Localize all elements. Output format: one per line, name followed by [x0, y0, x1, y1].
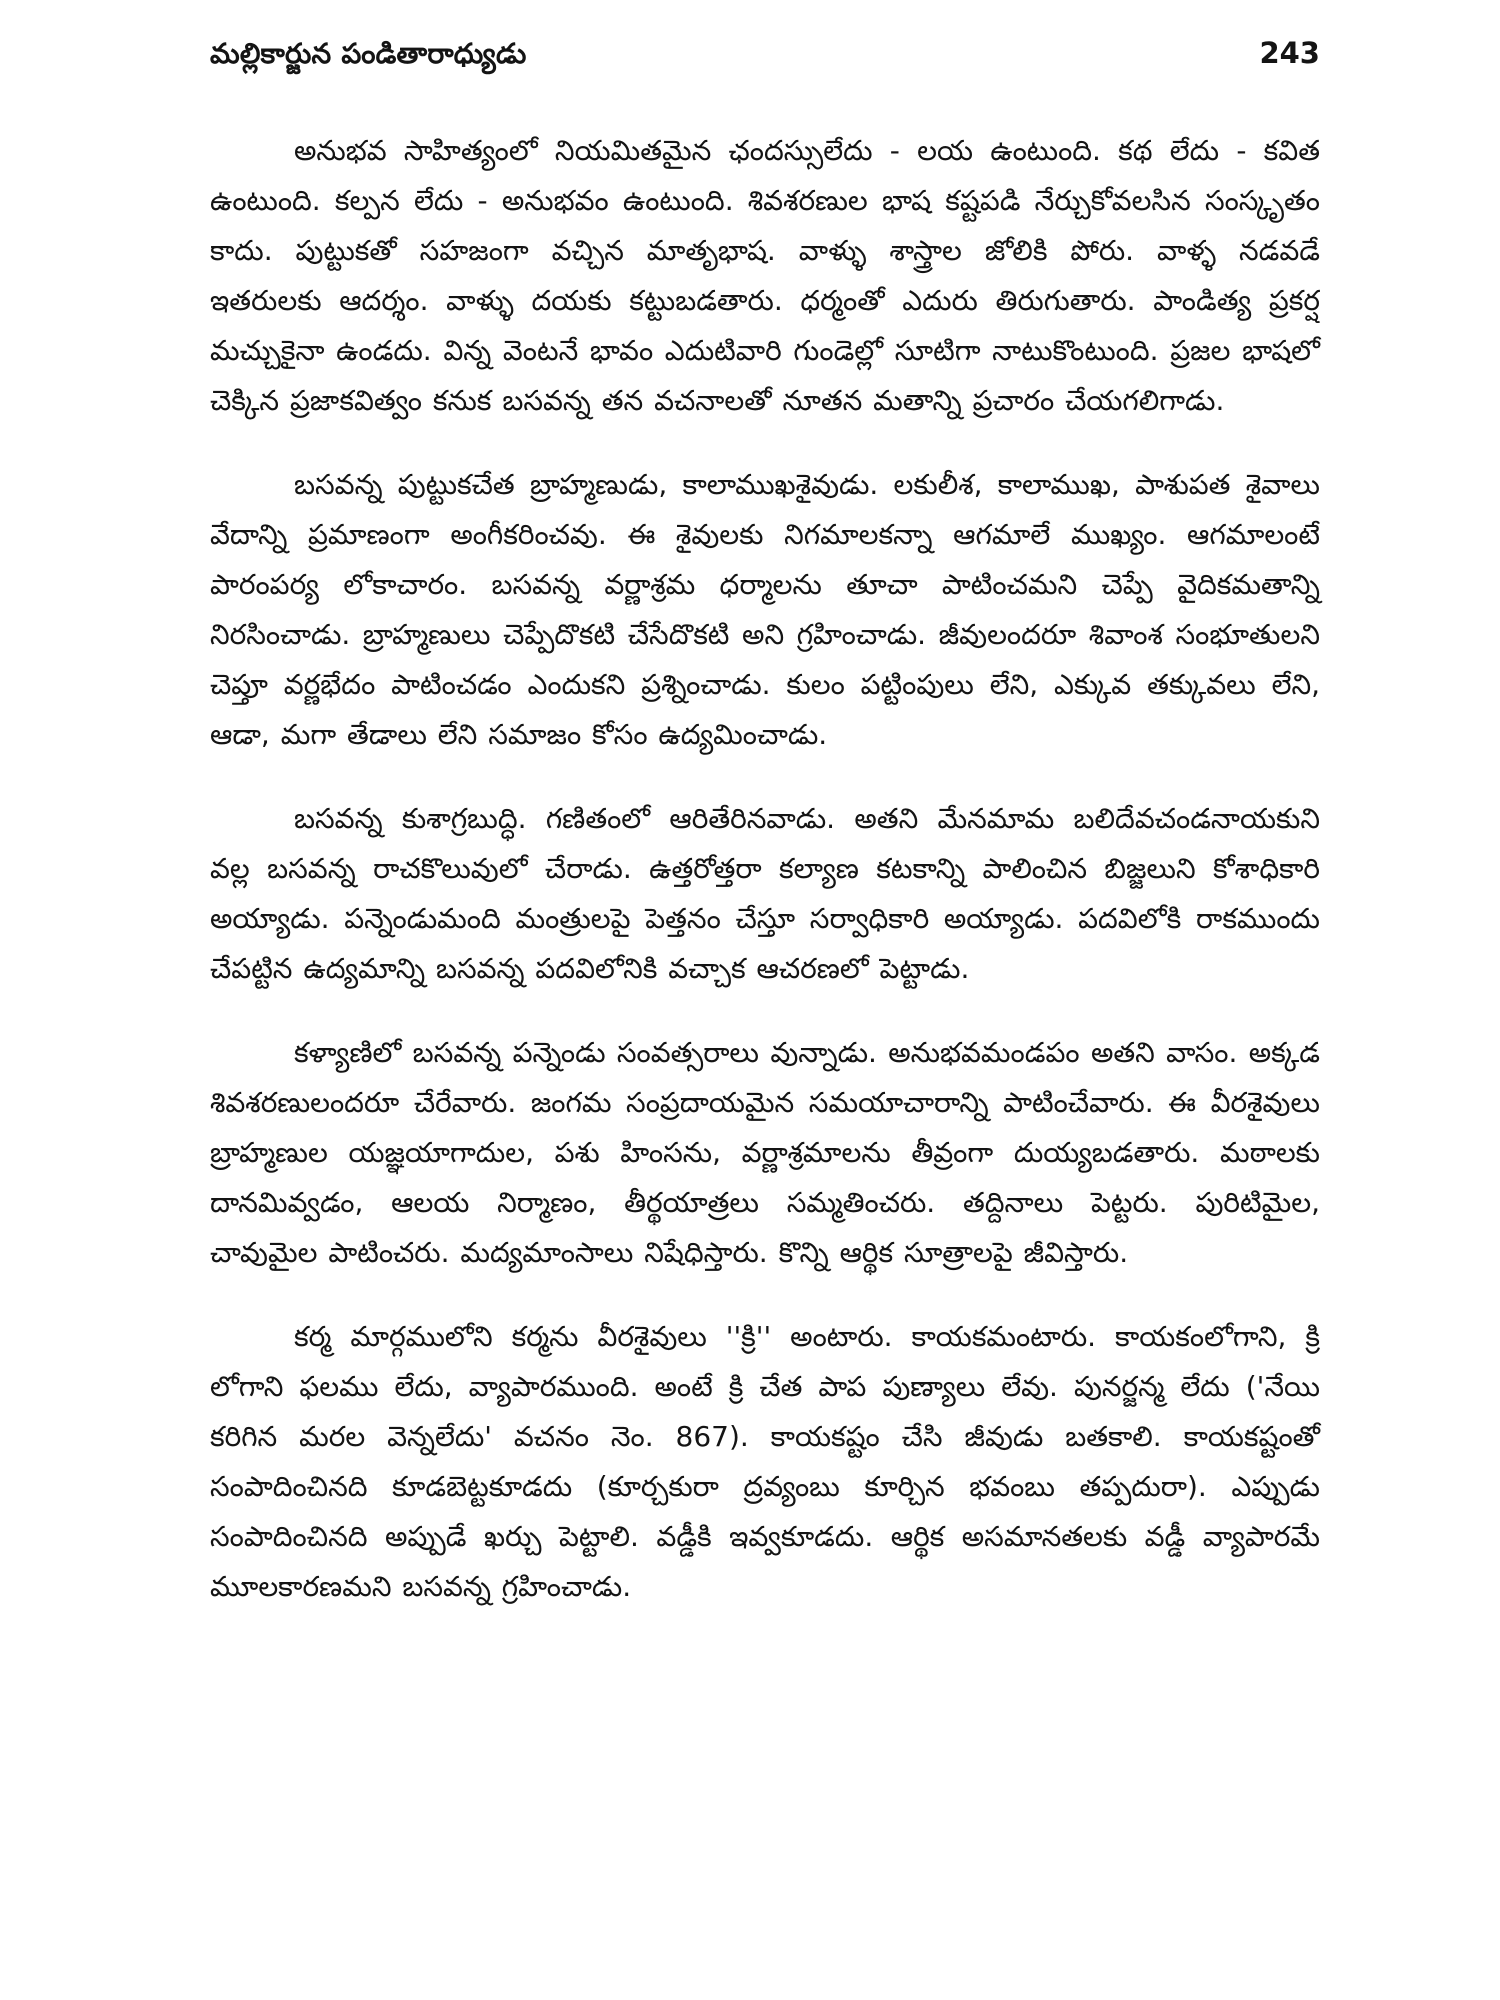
paragraph-5: కర్మ మార్గములోని కర్మను వీరశైవులు ''క్రి'' అంటారు. కాయకమంటారు. కాయకంలోగాని, క్రి లోగాని ఫలము లేదు, వ్యాపారముంది. అంటే క్రి చేత పాప పుణ్యాలు లేవు. పునర్జన్మ లేదు ('నేయి కరిగిన మరల వెన్నలేదు' వచనం నెం. 867). కాయకష్టం చేసి జీవుడు బతకాలి. కాయకష్టంతో సంపాదించినది కూడబెట్టకూడదు (కూర్చకురా ద్రవ్యంబు కూర్చిన భవంబు తప్పదురా). ఎప్పుడు సంపాదించినది అప్పుడే ఖర్చు పెట్టాలి. వడ్డీకి ఇవ్వకూడదు. ఆర్థిక అసమానతలకు వడ్డీ వ్యాపారమే మూలకారణమని బసవన్న గ్రహించాడు. — [210, 1320, 1320, 1603]
paragraph-4: కళ్యాణిలో బసవన్న పన్నెండు సంవత్సరాలు వున్నాడు. అనుభవమండపం అతని వాసం. అక్కడ శివశరణులందరూ చేరేవారు. జంగమ సంప్రదాయమైన సమయాచారాన్ని పాటించేవారు. ఈ వీరశైవులు బ్రాహ్మణుల యజ్ఞయాగాదుల, పశు హింసను, వర్ణాశ్రమాలను తీవ్రంగా దుయ్యబడతారు. మఠాలకు దానమివ్వడం, ఆలయ నిర్మాణం, తీర్థయాత్రలు సమ్మతించరు. తద్దినాలు పెట్టరు. పురిటిమైల, చావుమైల పాటించరు. మద్యమాంసాలు నిషేధిస్తారు. కొన్ని ఆర్థిక సూత్రాలపై జీవిస్తారు. — [210, 1036, 1320, 1269]
page-number: 243 — [1259, 36, 1320, 70]
running-header — [210, 36, 1320, 84]
paragraph-3: బసవన్న కుశాగ్రబుద్ధి. గణితంలో ఆరితేరినవాడు. అతని మేనమామ బలిదేవచండనాయకుని వల్ల బసవన్న రాచకొలువులో చేరాడు. ఉత్తరోత్తరా కల్యాణ కటకాన్ని పాలించిన బిజ్జలుని కోశాధికారి అయ్యాడు. పన్నెండుమంది మంత్రులపై పెత్తనం చేస్తూ సర్వాధికారి అయ్యాడు. పదవిలోకి రాకముందు చేపట్టిన ఉద్యమాన్ని బసవన్న పదవిలోనికి వచ్చాక ఆచరణలో పెట్టాడు. — [210, 802, 1320, 985]
paragraph-1: అనుభవ సాహిత్యంలో నియమితమైన ఛందస్సులేదు - లయ ఉంటుంది. కథ లేదు - కవిత ఉంటుంది. కల్పన లేదు - అనుభవం ఉంటుంది. శివశరణుల భాష కష్టపడి నేర్చుకోవలసిన సంస్కృతం కాదు. పుట్టుకతో సహజంగా వచ్చిన మాతృభాష. వాళ్ళు శాస్త్రాల జోలికి పోరు. వాళ్ళ నడవడే ఇతరులకు ఆదర్శం. వాళ్ళు దయకు కట్టుబడతారు. ధర్మంతో ఎదురు తిరుగుతారు. పాండిత్య ప్రకర్ష మచ్చుకైనా ఉండదు. విన్న వెంటనే భావం ఎదుటివారి గుండెల్లో సూటిగా నాటుకొంటుంది. ప్రజల భాషలో చెక్కిన ప్రజాకవిత్వం కనుక బసవన్న తన వచనాలతో నూతన మతాన్ని ప్రచారం చేయగలిగాడు. — [210, 134, 1320, 417]
paragraph-2: బసవన్న పుట్టుకచేత బ్రాహ్మణుడు, కాలాముఖశైవుడు. లకులీశ, కాలాముఖ, పాశుపత శైవాలు వేదాన్ని ప్రమాణంగా అంగీకరించవు. ఈ శైవులకు నిగమాలకన్నా ఆగమాలే ముఖ్యం. ఆగమాలంటే పారంపర్య లోకాచారం. బసవన్న వర్ణాశ్రమ ధర్మాలను తూచా పాటించమని చెప్పే వైదికమతాన్ని నిరసించాడు. బ్రాహ్మణులు చెప్పేదొకటి చేసేదొకటి అని గ్రహించాడు. జీవులందరూ శివాంశ సంభూతులని చెప్తూ వర్ణభేదం పాటించడం ఎందుకని ప్రశ్నించాడు. కులం పట్టింపులు లేని, ఎక్కువ తక్కువలు లేని, ఆడా, మగా తేడాలు లేని సమాజం కోసం ఉద్యమించాడు. — [210, 468, 1320, 751]
running-title: మల్లికార్జున పండితారాధ్యుడు — [210, 37, 527, 70]
body-text — [210, 126, 1320, 1612]
